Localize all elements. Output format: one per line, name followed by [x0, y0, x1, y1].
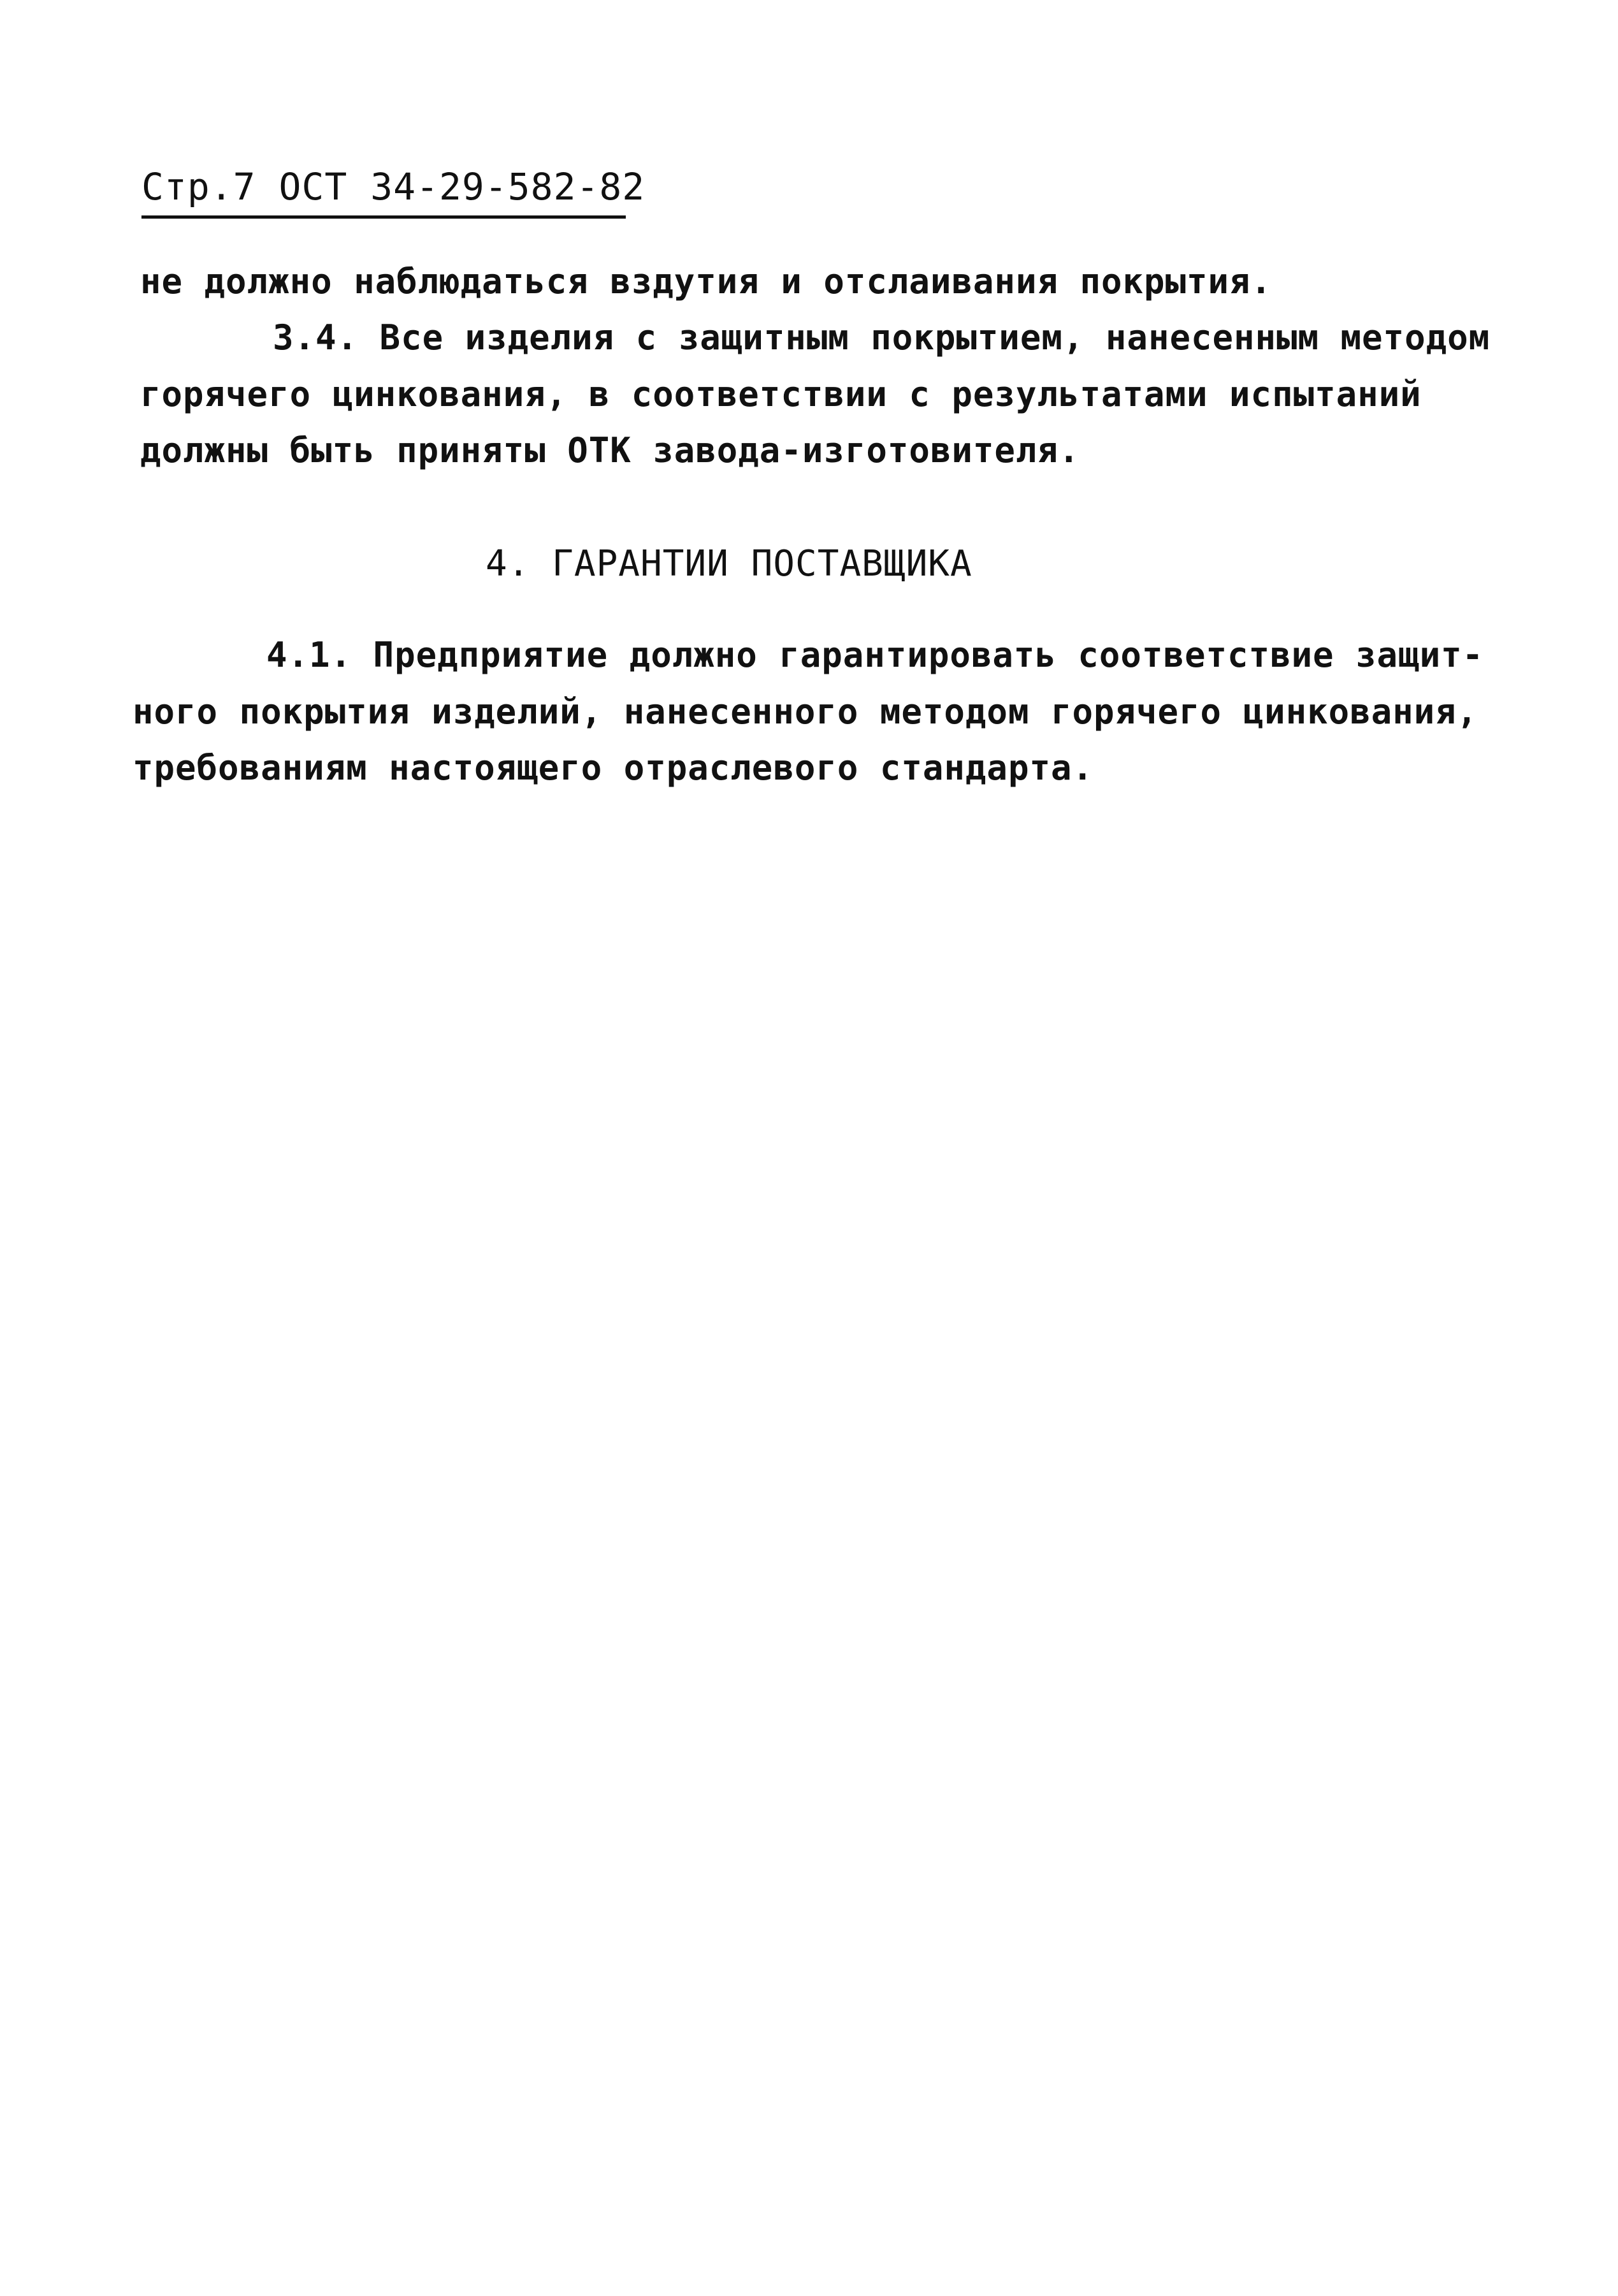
section-line-3: требованиям настоящего отраслевого стандарта. [133, 748, 1094, 788]
section-line-2: ного покрытия изделий, нанесенного методом горячего цинкования, [133, 692, 1478, 732]
section-line-1: 4.1. Предприятие должно гарантировать соответствие защит- [266, 635, 1484, 675]
section-heading: 4. ГАРАНТИИ ПОСТАВЩИКА [486, 543, 972, 585]
text-line-2: 3.4. Все изделия с защитным покрытием, нанесенным методом [273, 317, 1491, 358]
text-line-1: не должно наблюдаться вздутия и отслаивания покрытия. [140, 261, 1273, 302]
text-line-3: горячего цинкования, в соответствии с результатами испытаний [140, 374, 1422, 414]
text-line-4: должны быть приняты ОТК завода-изготовителя. [140, 430, 1080, 470]
page-header: Стр.7 ОСТ 34-29-582-82 [141, 165, 646, 208]
header-underline [141, 215, 626, 219]
